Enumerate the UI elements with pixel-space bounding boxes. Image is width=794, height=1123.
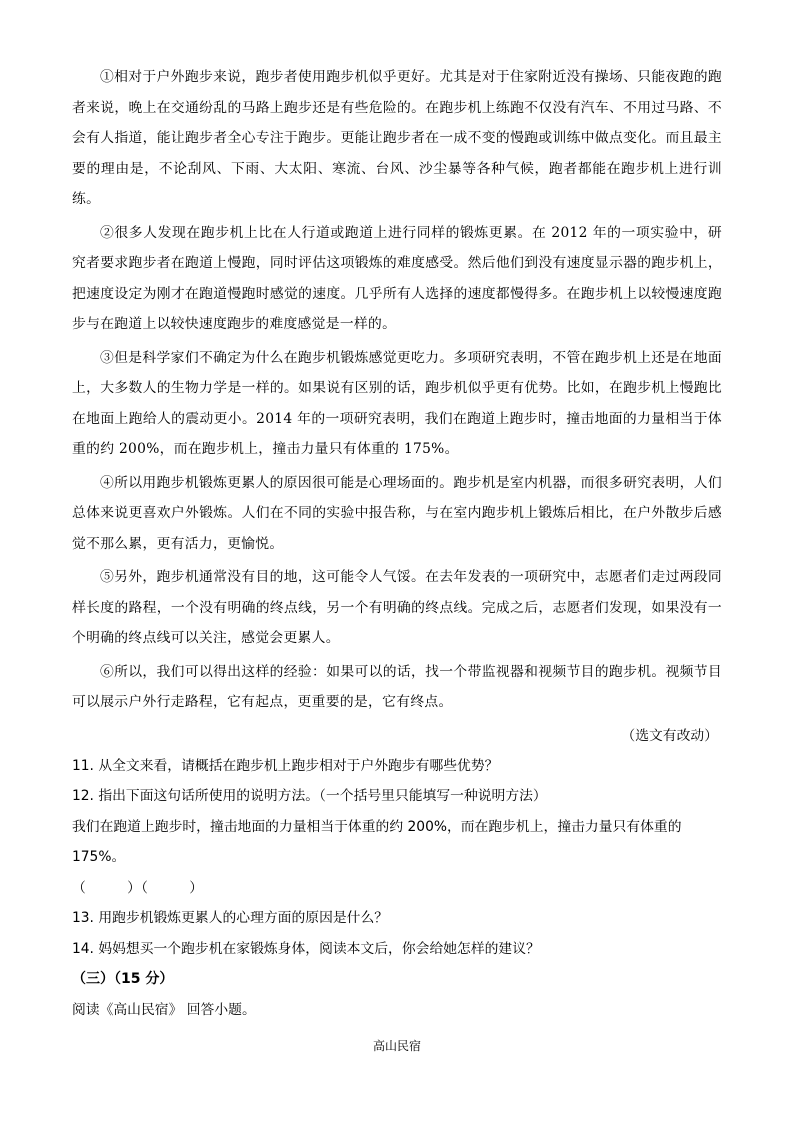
question-12-blanks[interactable]: （ ）（ ） (72, 879, 204, 896)
article-paragraph-1: ①相对于户外跑步来说，跑步者使用跑步机似乎更好。尤其是对于住家附近没有操场、只能夜跑的跑者来说，晚上在交通纷乱的马路上跑步还是有些危险的。在跑步机上练跑不仅没有汽车、不用过马路、不会有人指道，能让跑步者全心专注于跑步。更能让跑步者在一成不变的慢跑或训练中做点变化。而且最主要的理由是，不论刮风、下雨、大太阳、寒流、台风、沙尘暴等各种气候，跑者都能在跑步机上进行训练。 (72, 69, 722, 207)
exam-page (72, 62, 722, 1063)
section-3 (72, 964, 722, 1063)
article-paragraph-2: ②很多人发现在跑步机上比在人行道或跑道上进行同样的锻炼更累。在 2012 年的一项实验中，研究者要求跑步者在跑道上慢跑，同时评估这项锻炼的难度感受。然后他们到没有速度显示器的跑步机上，把速度设定为刚才在跑道慢跑时感觉的速度。几乎所有人选择的速度都慢得多。在跑步机上以较慢速度跑步与在跑道上以较快速度跑步的难度感觉是一样的。 (72, 224, 722, 332)
source-note: （选文有改动） (621, 727, 718, 744)
article (72, 62, 722, 751)
question-12: 12. 指出下面这句话所使用的说明方法。（一个括号里只能填写一种说明方法） (72, 788, 547, 804)
question-11: 11. 从全文来看，请概括在跑步机上跑步相对于户外跑步有哪些优势？ (72, 757, 499, 774)
article-paragraph-3: ③但是科学家们不确定为什么在跑步机锻炼感觉更吃力。多项研究表明，不管在跑步机上还是在地面上，大多数人的生物力学是一样的。如果说有区别的话，跑步机似乎更有优势。比如，在跑步机上慢跑比在地面上跑给人的震动更小。2014 年的一项研究表明，我们在跑道上跑步时，撞击地面的力量相当于体重的约 200%，而在跑步机上，撞击力量只有体重的 175%。 (72, 349, 722, 457)
question-13: 13. 用跑步机锻炼更累人的心理方面的原因是什么？ (72, 910, 389, 926)
section-3-instruction: 阅读《高山民宿》 回答小题。 (72, 1001, 256, 1018)
question-14: 14. 妈妈想买一个跑步机在家锻炼身体，阅读本文后，你会给她怎样的建议？ (72, 940, 540, 957)
article-paragraph-6: ⑥所以，我们可以得出这样的经验：如果可以的话，找一个带监视器和视频节目的跑步机。视频节目可以展示户外行走路程，它有起点，更重要的是，它有终点。 (72, 663, 722, 710)
article-paragraph-5: ⑤另外，跑步机通常没有目的地，这可能令人气馁。在去年发表的一项研究中，志愿者们走过两段同样长度的路程，一个没有明确的终点线，另一个有明确的终点线。完成之后，志愿者们发现，如果没有一个明确的终点线可以关注，感觉会更累人。 (72, 569, 722, 646)
question-12-sentence: 我们在跑道上跑步时，撞击地面的力量相当于体重的约 200%，而在跑步机上，撞击力量只有体重的 175%。 (72, 818, 682, 865)
section-3-heading: （三）（15 分） (72, 971, 174, 987)
article-paragraph-4: ④所以用跑步机锻炼更累人的原因很可能是心理场面的。跑步机是室内机器，而很多研究表明，人们总体来说更喜欢户外锻炼。人们在不同的实验中报告称，与在室内跑步机上锻炼后相比，在户外散步后感觉不那么累，更有活力，更愉悦。 (72, 474, 722, 552)
questions (72, 751, 722, 965)
story-title: 高山民宿 (372, 1039, 421, 1053)
